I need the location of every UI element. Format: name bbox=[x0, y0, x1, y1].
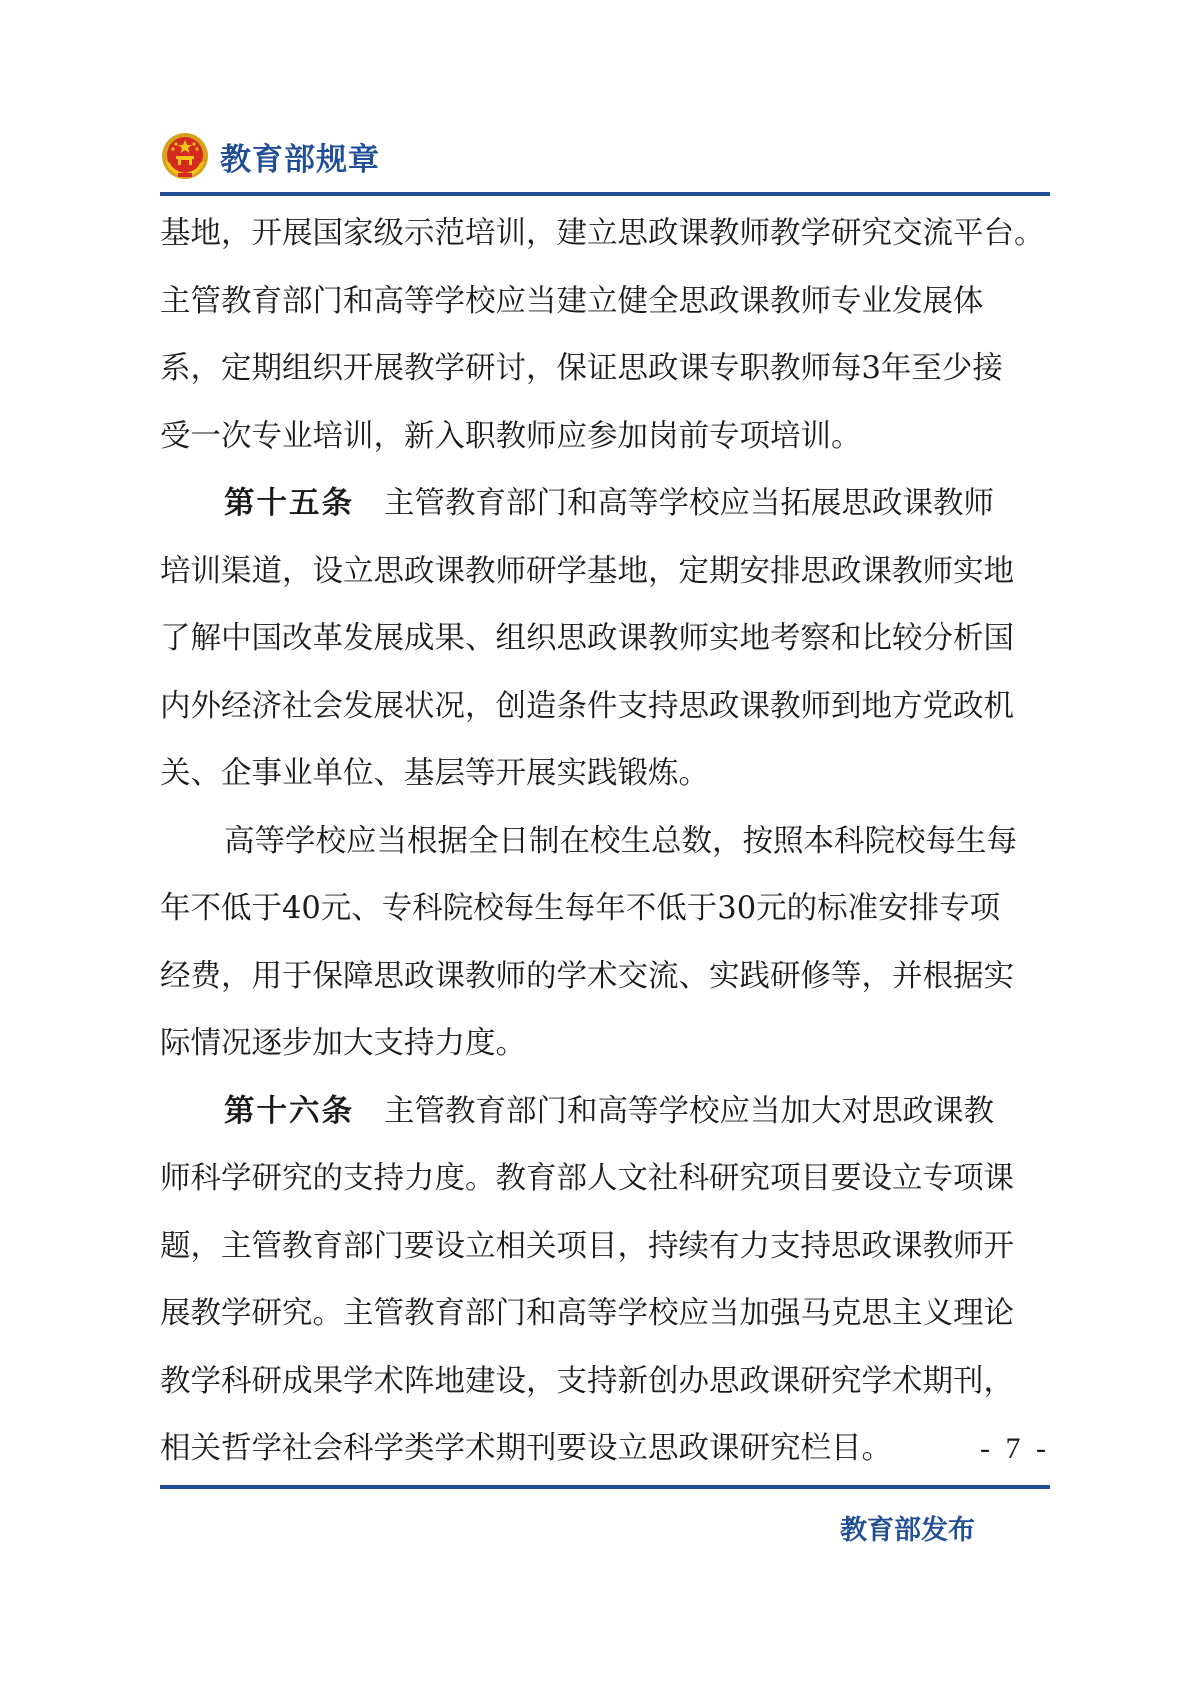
text-line: 主管教育部门和高等学校应当拓展思政课教师 bbox=[384, 486, 994, 521]
paragraph-funding bbox=[160, 808, 1050, 1078]
article-15-number: 第十五条 bbox=[224, 486, 354, 521]
text-line: 经费，用于保障思政课教师的学术交流、实践研修等，并根据实 bbox=[160, 958, 1014, 994]
text-line: 年不低于40元、专科院校每生每年不低于30元的标准安排专项 bbox=[160, 891, 1001, 926]
national-emblem-icon bbox=[160, 131, 210, 181]
footer-publisher: 教育部发布 bbox=[840, 1515, 975, 1546]
article-15 bbox=[160, 470, 1050, 808]
text-line: 教学科研成果学术阵地建设，支持新创办思政课研究学术期刊， bbox=[160, 1363, 1014, 1399]
page-number: - 7 - bbox=[980, 1432, 1050, 1465]
paragraph-continuation bbox=[160, 200, 1050, 470]
header-divider bbox=[160, 192, 1050, 196]
page-header bbox=[160, 128, 380, 184]
text-line: 关、企事业单位、基层等开展实践锻炼。 bbox=[160, 756, 709, 791]
text-line: 基地，开展国家级示范培训，建立思政课教师教学研究交流平台。 bbox=[160, 216, 1045, 251]
article-16 bbox=[160, 1078, 1050, 1483]
text-line: 主管教育部门和高等学校应当建立健全思政课教师专业发展体 bbox=[160, 283, 984, 319]
text-line: 系，定期组织开展教学研讨，保证思政课专职教师每3年至少接 bbox=[160, 351, 1003, 386]
text-line: 相关哲学社会科学类学术期刊要设立思政课研究栏目。 bbox=[160, 1431, 892, 1466]
header-title: 教育部规章 bbox=[220, 141, 380, 178]
footer-divider bbox=[160, 1485, 1050, 1489]
text-line: 培训渠道，设立思政课教师研学基地，定期安排思政课教师实地 bbox=[160, 553, 1014, 589]
text-line: 主管教育部门和高等学校应当加大对思政课教 bbox=[384, 1093, 994, 1129]
document-body bbox=[160, 200, 1050, 1483]
article-16-first-line bbox=[160, 1078, 1050, 1146]
text-line: 受一次专业培训，新入职教师应参加岗前专项培训。 bbox=[160, 418, 862, 454]
text-line: 高等学校应当根据全日制在校生总数，按照本科院校每生每 bbox=[224, 823, 1017, 859]
text-line: 展教学研究。主管教育部门和高等学校应当加强马克思主义理论 bbox=[160, 1296, 1014, 1331]
text-line: 题，主管教育部门要设立相关项目，持续有力支持思政课教师开 bbox=[160, 1228, 1014, 1264]
article-16-number: 第十六条 bbox=[224, 1093, 354, 1129]
text-line: 内外经济社会发展状况，创造条件支持思政课教师到地方党政机 bbox=[160, 688, 1014, 724]
article-15-first-line bbox=[160, 470, 1050, 538]
text-line: 际情况逐步加大支持力度。 bbox=[160, 1026, 526, 1061]
text-line: 了解中国改革发展成果、组织思政课教师实地考察和比较分析国 bbox=[160, 621, 1014, 656]
text-line: 师科学研究的支持力度。教育部人文社科研究项目要设立专项课 bbox=[160, 1161, 1014, 1196]
